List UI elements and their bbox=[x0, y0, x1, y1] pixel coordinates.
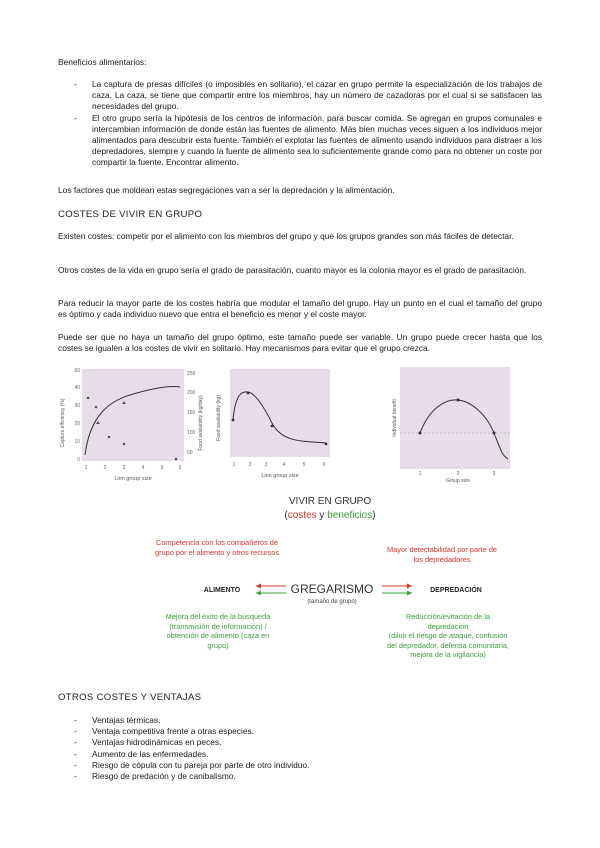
y-tick-label: 10 bbox=[74, 439, 80, 445]
data-point bbox=[271, 425, 274, 428]
capture-efficiency-chart bbox=[58, 363, 206, 488]
x-tick-label: 1 bbox=[232, 462, 236, 468]
y-axis-label: Capture efficiency (%) bbox=[60, 398, 66, 448]
subtitle-and: y bbox=[316, 510, 328, 521]
subtitle-close: ) bbox=[372, 510, 376, 521]
y-tick-label: 0 bbox=[77, 457, 80, 463]
x-axis-label: Group size bbox=[445, 478, 471, 484]
food-arrows bbox=[254, 582, 288, 598]
y-tick-label: 30 bbox=[74, 403, 80, 409]
y2-axis-label: Food availability (kg/day) bbox=[198, 395, 204, 451]
benefit-predation-main: Reducción/evitación de la depredación bbox=[405, 612, 491, 631]
plot-area bbox=[82, 369, 184, 461]
list-item: - Riesgo de predación y de canibalismo. bbox=[58, 771, 542, 782]
benefit-arrowhead bbox=[407, 591, 412, 596]
list-item: - Ventajas térmicas. bbox=[58, 715, 542, 726]
costs-heading: COSTES DE VIVIR EN GRUPO bbox=[58, 209, 203, 220]
y2-tick-label: 250 bbox=[187, 371, 196, 377]
y2-tick-label: 200 bbox=[187, 390, 196, 396]
y-axis-label: Individual benefit bbox=[392, 399, 398, 437]
y-tick-label: 40 bbox=[74, 385, 80, 391]
x-axis-label: Lion group size bbox=[114, 476, 152, 482]
x-tick-label: 3 bbox=[492, 471, 496, 477]
list-item: - Ventajas hidrodinámicas en peces. bbox=[58, 737, 542, 748]
subtitle-open: ( bbox=[284, 510, 288, 521]
x-tick-label: 2 bbox=[248, 462, 252, 468]
diagram-title: VIVIR EN GRUPO bbox=[288, 496, 372, 507]
food-label: ALIMENTO bbox=[203, 587, 241, 594]
data-point bbox=[493, 432, 496, 435]
y-tick-label: 50 bbox=[74, 368, 80, 374]
benefit-arrowhead bbox=[256, 591, 261, 596]
list-item: - Riesgo de cópula con tu pareja por parte de otro individuo. bbox=[58, 760, 542, 771]
x-tick-label: 1 bbox=[418, 471, 422, 477]
list-item: - La captura de presas difíciles (o imposibles en solitario), el cazar en grupo permite la especialización de los trabajos de caza. La caza, se tiene que compartir entre los miembros, hay un número de cazadoras por el cual si se satisfacen las necesidades del grupo. bbox=[58, 79, 542, 113]
costs-paragraph: Otros costes de la vida en grupo sería el grado de parasitación, cuanto mayor es la colonia mayor es el grado de parasitación. bbox=[58, 265, 527, 275]
y2-tick-label: 50 bbox=[187, 450, 193, 456]
predation-label: DEPREDACIÓN bbox=[430, 587, 482, 594]
gregarism-label: GREGARISMO bbox=[290, 582, 374, 596]
list-item: - El otro grupo sería la hipótesis de los centros de información, para buscar comida. Se agregan en grupos comunales e intercambian información de donde están las fuentes de alimento. Más bien muchas veces siguen a los individuos mejor alimentados para descubrir esta fuente. También el explotar las fuentes de alimento usando individuos para distraer a los depredadores, siempre y cuando la fuente de alimento sea lo suficientemente grande como para no obtener un coste por compartir la fuente. Encontrar alimento. bbox=[58, 113, 542, 169]
benefits-heading: Beneficios alimentarios: bbox=[58, 57, 147, 67]
cost-detectability: Mayor detectabilidad por parte de los depredadores bbox=[386, 545, 498, 564]
x-tick-label: 5 bbox=[302, 462, 306, 468]
plot-area bbox=[230, 369, 330, 457]
benefit-predation-detail: (diluir el riesgo de ataque, confusión del depredador, defensa comunitaria, mejora de la vigilancia) bbox=[386, 631, 510, 660]
group-living-diagram bbox=[150, 488, 510, 688]
x-tick-label: 4 bbox=[141, 465, 145, 471]
y-tick-label: 20 bbox=[74, 421, 80, 427]
costs-paragraph: Puede ser que no haya un tamaño del grupo óptimo, este tamaño puede ser variable. Un grupo puede crecer hasta que los costes se igualen a los costes de vivir en solitario. Hay mecanismos para evitar que el grupo crezca. bbox=[58, 332, 542, 354]
subtitle-costs: costes bbox=[287, 510, 317, 521]
data-point bbox=[123, 443, 126, 446]
x-tick-label: 6 bbox=[322, 462, 326, 468]
benefit-foraging: Mejora del éxito de la búsqueda (transmisión de información) / obtención de alimento (caza en grupo) bbox=[165, 612, 271, 650]
cost-arrowhead bbox=[256, 584, 261, 589]
gregarism-sublabel: (tamaño de grupo) bbox=[307, 599, 357, 605]
x-tick-label: 6 bbox=[178, 465, 182, 471]
x-tick-label: 4 bbox=[282, 462, 286, 468]
x-tick-label: 2 bbox=[456, 471, 460, 477]
other-heading: OTROS COSTES Y VENTAJAS bbox=[58, 692, 202, 703]
cost-arrowhead bbox=[407, 584, 412, 589]
data-point bbox=[95, 406, 98, 409]
food-availability-chart bbox=[214, 363, 334, 488]
costs-paragraph: Existen costes: competir por el alimento con los miembros del grupo y que los grupos grandes son más fáciles de detectar. bbox=[58, 231, 514, 241]
individual-benefit-chart bbox=[390, 363, 515, 488]
data-point bbox=[457, 399, 460, 402]
data-point bbox=[325, 443, 328, 446]
list-item: - Aumento de las enfermedades. bbox=[58, 749, 542, 760]
cost-competition: Competencia con los compañeros de grupo por el alimento y otros recursos bbox=[154, 538, 280, 557]
other-list bbox=[58, 715, 542, 782]
x-tick-label: 5 bbox=[160, 465, 164, 471]
data-point bbox=[247, 392, 250, 395]
y-axis-label: Food availability (kg) bbox=[216, 395, 222, 441]
diagram-subtitle bbox=[230, 510, 430, 522]
plot-area bbox=[400, 367, 510, 469]
predation-arrows bbox=[380, 582, 414, 598]
y2-tick-label: 150 bbox=[187, 410, 196, 416]
benefit-predation bbox=[386, 612, 510, 660]
data-point bbox=[419, 432, 422, 435]
benefits-list bbox=[58, 79, 542, 169]
list-item: - Ventaja competitiva frente a otras especies. bbox=[58, 726, 542, 737]
costs-paragraph: Para reducir la mayor parte de los costes habría que modular el tamaño del grupo. Hay un punto en el cual el tamaño del grupo es óptimo y cada individuo nuevo que entra el beneficio es menor y el coste mayor. bbox=[58, 298, 542, 320]
data-point bbox=[108, 436, 111, 439]
data-point bbox=[232, 419, 235, 422]
subtitle-benefits: beneficios bbox=[327, 510, 373, 521]
x-tick-label: 1 bbox=[84, 465, 88, 471]
data-point bbox=[175, 458, 178, 461]
x-axis-label: Lion group size bbox=[261, 473, 299, 479]
factors-paragraph: Los factores que moldean estas segregaciones van a ser la depredación y la alimentación. bbox=[58, 185, 395, 195]
x-tick-label: 3 bbox=[264, 462, 268, 468]
y2-tick-label: 100 bbox=[187, 430, 196, 436]
x-tick-label: 2 bbox=[103, 465, 107, 471]
x-tick-label: 3 bbox=[122, 465, 126, 471]
